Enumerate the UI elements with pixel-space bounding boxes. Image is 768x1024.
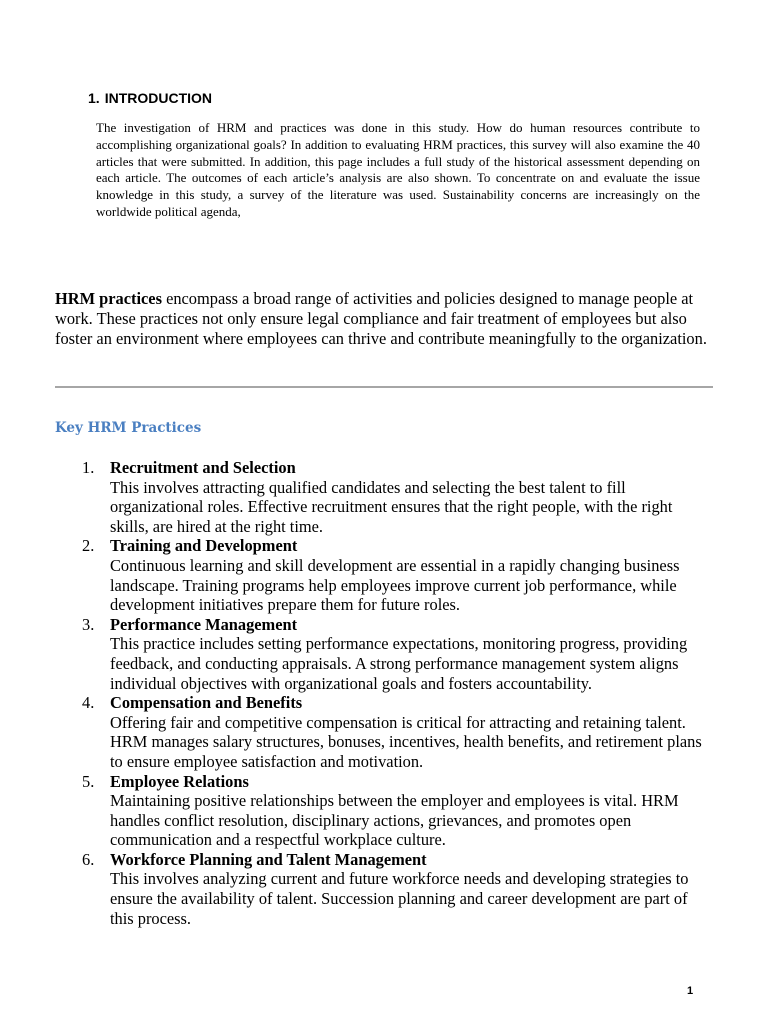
practice-number: 2. <box>82 536 95 556</box>
practice-item-training <box>55 536 715 614</box>
key-practices-list <box>55 458 715 928</box>
introduction-paragraph: The investigation of HRM and practices was done in this study. How do human resources contribute to accomplishing organizational goals? In addition to evaluating HRM practices, this survey will also examine the 40 articles that were submitted. In addition, this page includes a full study of the historical assessment depending on each article. The outcomes of each article’s analysis are also shown. To concentrate on and evaluate the issue knowledge in this study, a survey of the literature was used. Sustainability concerns are increasingly on the worldwide political agenda, <box>96 120 700 219</box>
practice-number: 6. <box>82 849 95 869</box>
practice-description: This involves analyzing current and future workforce needs and developing strategies to ensure the availability of talent. Succession planning and career development are part of this process. <box>110 869 689 928</box>
practice-title: Compensation and Benefits <box>110 693 303 713</box>
practice-description: This practice includes setting performance expectations, monitoring progress, providing feedback, and conducting appraisals. A strong performance management system aligns individual objectives with organizational goals and fosters accountability. <box>110 634 688 693</box>
practice-title: Workforce Planning and Talent Management <box>110 849 427 869</box>
page-number: 1 <box>687 985 694 997</box>
practice-title: Recruitment and Selection <box>110 458 296 477</box>
introduction-heading <box>88 90 212 106</box>
practice-item-performance <box>55 615 715 693</box>
practice-description: Maintaining positive relationships between the employer and employees is vital. HRM handles conflict resolution, disciplinary actions, grievances, and promotes open communication and a respectful workplace culture. <box>110 791 679 850</box>
practice-title: Performance Management <box>110 614 298 634</box>
practice-title: Training and Development <box>110 536 298 556</box>
introduction-title: INTRODUCTION <box>104 90 213 106</box>
practice-description: This involves attracting qualified candidates and selecting the best talent to fill organizational roles. Effective recruitment ensures that the right people, with the right skills, are hired at the right time. <box>110 477 673 536</box>
practice-item-recruitment <box>55 458 715 536</box>
practice-item-employee-relations <box>55 772 715 850</box>
hrm-overview-lead: HRM practices <box>55 289 162 308</box>
practice-title: Employee Relations <box>110 771 249 791</box>
practice-item-compensation <box>55 693 715 771</box>
practice-description: Offering fair and competitive compensation is critical for attracting and retaining talent. HRM manages salary structures, bonuses, incentives, health benefits, and retirement plans to ensure employee satisfaction and motivation. <box>110 712 702 771</box>
practice-number: 5. <box>82 771 95 791</box>
key-practices-heading: Key HRM Practices <box>55 420 202 436</box>
hrm-overview-text: encompass a broad range of activities and policies designed to manage people at work. These practices not only ensure legal compliance and fair treatment of employees but also foster an environment where employees can thrive and contribute meaningfully to the organization. <box>55 289 707 348</box>
practice-description: Continuous learning and skill development are essential in a rapidly changing business landscape. Training programs help employees improve current job performance, while development initiatives prepare them for future roles. <box>110 555 680 615</box>
practice-number: 3. <box>82 614 95 634</box>
practice-number: 4. <box>82 693 95 713</box>
section-divider <box>55 386 713 388</box>
practice-number: 1. <box>82 458 95 477</box>
introduction-section-number: 1. <box>88 90 100 106</box>
practice-item-workforce-planning <box>55 850 715 928</box>
hrm-overview-paragraph <box>55 289 715 348</box>
